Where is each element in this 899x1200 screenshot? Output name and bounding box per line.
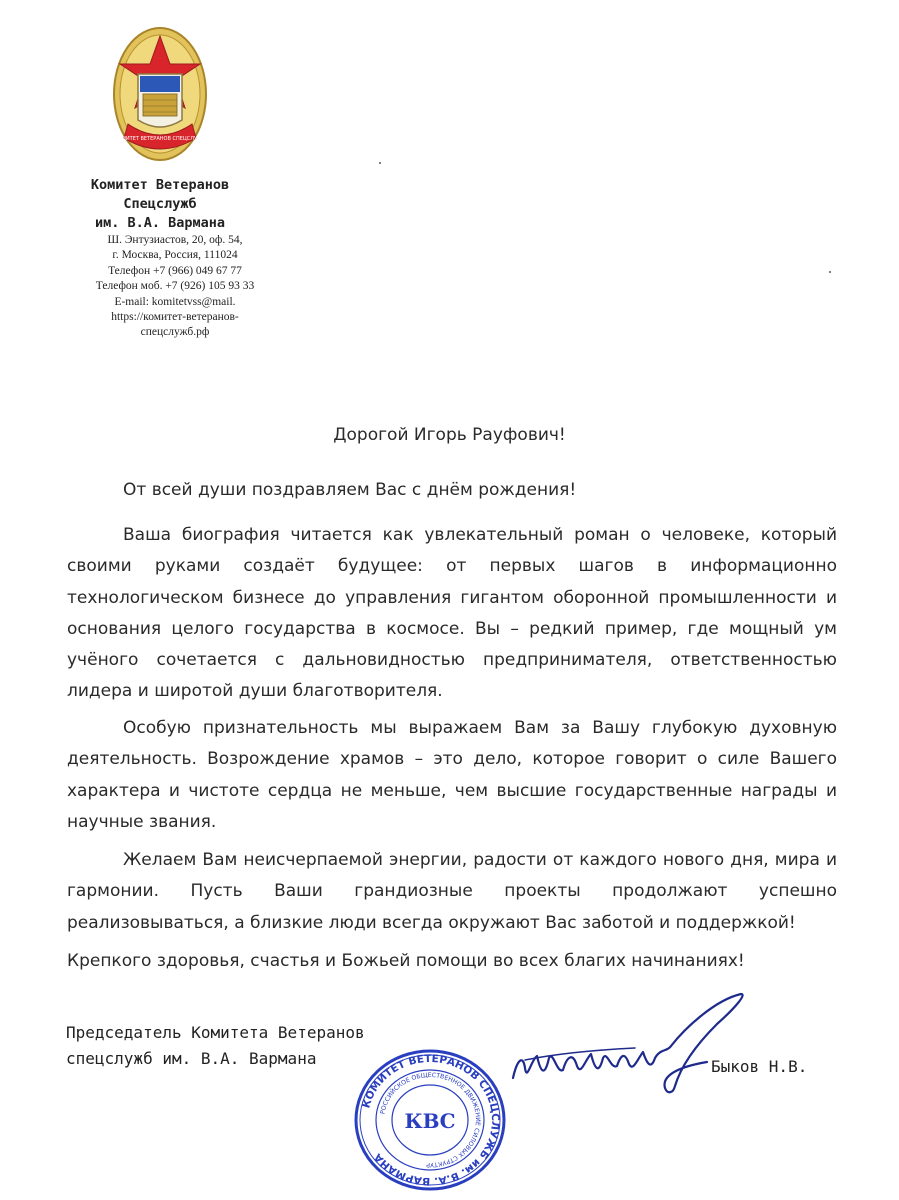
organization-name — [60, 176, 260, 233]
signatory-title-line: Председатель Комитета Ветеранов — [66, 1023, 365, 1042]
signatory-title — [66, 1020, 365, 1072]
org-name-line: им. В.А. Вармана — [94, 215, 226, 231]
organization-emblem — [110, 22, 210, 167]
email-line: E-mail: komitetvss@mail. — [114, 295, 236, 308]
org-name-line: Спецслужб — [123, 196, 197, 212]
phone-line: Телефон +7 (966) 049 67 77 — [108, 264, 242, 277]
handwritten-signature — [485, 990, 755, 1100]
svg-text:КВС: КВС — [404, 1109, 456, 1133]
letter-paragraph: Особую признательность мы выражаем Вам за Вашу глубокую духовную деятельность. Возрождение храмов – это дело, которое говорит о силе Вашего характера и чистоте сердца не меньше, чем высшие государственные награды и научные звания. — [67, 718, 837, 832]
city-line: г. Москва, Россия, 111024 — [112, 249, 238, 262]
scan-speck — [829, 271, 831, 273]
website-line: https://комитет-ветеранов- — [111, 311, 239, 324]
svg-text:РОССИЙСКОЕ ОБЩЕСТВЕННОЕ ДВИЖЕН: РОССИЙСКОЕ ОБЩЕСТВЕННОЕ ДВИЖЕНИЕ СИЛОВЫХ СТРУКТУР — [379, 1071, 482, 1169]
scan-speck — [379, 162, 381, 164]
signatory-title-line: спецслужб им. В.А. Вармана — [66, 1049, 317, 1068]
salutation: Дорогой Игорь Рауфович! — [333, 425, 566, 445]
website-line: спецслужб.рф — [140, 326, 210, 339]
letter-paragraph: Желаем Вам неисчерпаемой энергии, радости от каждого нового дня, мира и гармонии. Пусть Ваши грандиозные проекты продолжают успешно реализовываться, а близкие люди всегда окружают Вас заботой и поддержкой! — [67, 850, 837, 933]
org-name-line: Комитет Ветеранов — [90, 177, 230, 193]
letter-paragraph: Крепкого здоровья, счастья и Божьей помощи во всех благих начинаниях! — [67, 951, 745, 971]
svg-text:КОМИТЕТ ВЕТЕРАНОВ СПЕЦСЛУЖБ: КОМИТЕТ ВЕТЕРАНОВ СПЕЦСЛУЖБ — [114, 136, 206, 142]
mobile-phone-line: Телефон моб. +7 (926) 105 93 33 — [95, 280, 255, 293]
address-line: Ш. Энтузиастов, 20, оф. 54, — [107, 234, 243, 246]
signatory-name: Быков Н.В. — [711, 1057, 808, 1076]
letter-paragraph: Ваша биография читается как увлекательный роман о человеке, который своими руками создаёт будущее: от первых шагов в информационно технологическом бизнесе до управления гигантом оборонной промышленности и основания целого государства в космосе. Вы – редкий пример, где мощный ум учёного сочетается с дальновидностью предпринимателя, ответственностью лидера и широтой души благотворителя. — [67, 525, 837, 702]
organization-contacts — [60, 233, 290, 341]
svg-text:КОМИТЕТ ВЕТЕРАНОВ СПЕЦСЛУЖБ им: КОМИТЕТ ВЕТЕРАНОВ СПЕЦСЛУЖБ им. В.А. ВАРМАНА — [360, 1052, 502, 1188]
letter-paragraph: От всей души поздравляем Вас с днём рождения! — [123, 480, 577, 500]
